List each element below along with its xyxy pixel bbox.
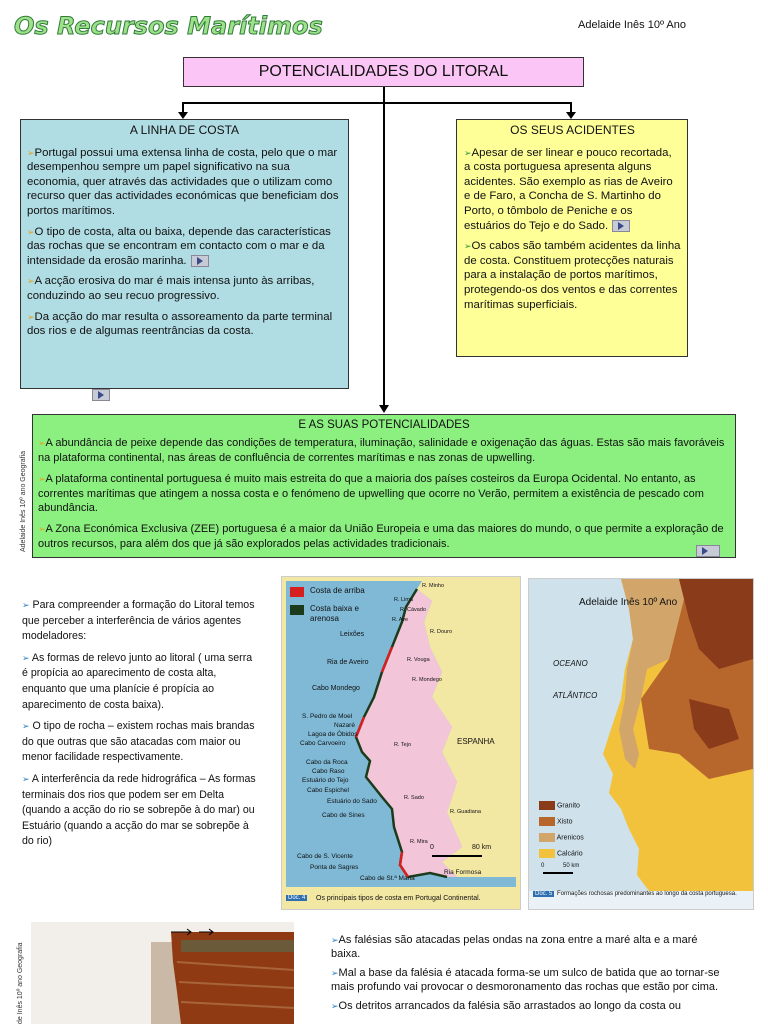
river-label: R. Vouga	[407, 657, 430, 663]
place-label: Nazaré	[334, 722, 355, 729]
place-label: Cabo de S. Vicente	[297, 853, 353, 860]
place-label: Cabo Carvoeiro	[300, 740, 346, 747]
play-icon[interactable]	[696, 545, 720, 557]
map-caption: Os principais tipos de costa em Portugal Continental.	[316, 895, 481, 902]
legend-item: Xisto	[539, 817, 573, 826]
river-label: R. Tejo	[394, 742, 412, 748]
linha-costa-p3: ➢A acção erosiva do mar é mais intensa junto às arribas, conduzindo ao seu recuo progressivo.	[27, 275, 315, 302]
place-label: Ria de Aveiro	[327, 659, 369, 666]
main-title: POTENCIALIDADES DO LITORAL	[258, 63, 509, 80]
vertical-author-label-bottom: de Inês 10º ano Geografia	[17, 942, 24, 1024]
river-label: R. Douro	[430, 629, 453, 635]
arrow-head-right	[566, 112, 576, 119]
bottom-p2: ➢Mal a base da falésia é atacada forma-se um sulco de batida que ao tornar-se mais profundo vai provocar o desmoronamento das rochas que estão por cima.	[331, 967, 720, 993]
potencialidades-p1: ➢A abundância de peixe depende das condições de temperatura, iluminação, salinidade e oxigenação das águas. Estas são mais favoráveis na plataforma continental, nas áreas de confluência de correntes marítimas e nas zonas de upwelling.	[38, 437, 725, 464]
place-label: Lagoa de Óbidos	[308, 731, 358, 738]
legend-swatch	[539, 801, 555, 810]
play-icon[interactable]	[191, 255, 209, 267]
scale-bar	[543, 872, 573, 874]
acidentes-p2: ➢Os cabos são também acidentes da linha de costa. Constituem protecções naturais para a instalação de portos marítimos, protegendo-os dos ventos e das correntes marítimas superficiais.	[464, 240, 681, 311]
doc-tag: Doc. 4	[288, 895, 306, 901]
left-p1: ➢ Para compreender a formação do Litoral temos que perceber a interferência de vários agentes modeladores:	[22, 599, 255, 643]
bullet-icon: ➢	[331, 935, 339, 945]
linha-costa-p2: ➢O tipo de costa, alta ou baixa, depende das características das rochas que se encontram em contacto com o mar e da intensidade da erosão marinha.	[27, 225, 331, 267]
scale-label-max: 50 km	[563, 863, 580, 869]
bullet-icon: ➢	[331, 968, 339, 979]
river-label: R. Lima	[394, 597, 413, 603]
atlantico-label: ATLÂNTICO	[553, 691, 598, 700]
bullet-icon: ➢	[38, 438, 46, 449]
legend-baixa-label: Costa baixa e arenosa	[310, 604, 359, 623]
bullet-icon: ➢	[27, 276, 35, 287]
potencialidades-p3: ➢A Zona Económica Exclusiva (ZEE) portuguesa é a maior da União Europeia e uma das maiores do mundo, o que permite a exploração de outros recursos, para além dos que já são explorados pelas actividades tradicionais.	[38, 523, 724, 550]
linha-costa-title: A LINHA DE COSTA	[129, 123, 240, 137]
legend-item: Granito	[539, 801, 580, 810]
map-caption: Formações rochosas predominantes ao longo da costa portuguesa.	[557, 891, 737, 897]
river-label: R. Ave	[392, 617, 409, 623]
legend-swatch	[539, 849, 555, 858]
bullet-icon: ➢	[22, 721, 30, 732]
scale-label-max: 80 km	[472, 844, 492, 851]
cliff-photo	[31, 922, 294, 1024]
bullet-icon: ➢	[27, 311, 35, 322]
legend-item: Calcário	[539, 849, 583, 858]
scale-label-zero: 0	[430, 844, 434, 851]
bullet-icon: ➢	[27, 147, 35, 158]
vertical-author-label: Adelaide Inês 10º ano Geografia	[20, 450, 27, 552]
bullet-icon: ➢	[22, 773, 30, 784]
linha-costa-p1: ➢Portugal possui uma extensa linha de costa, pelo que o mar desempenhou sempre um papel significativo na sua economia, quer através das actividades que o utilizam como recurso quer das actividades económicas que beneficiam dos portos marítimos.	[27, 146, 339, 217]
place-label: Ponta de Sagres	[310, 864, 359, 871]
potencialidades-box	[32, 414, 736, 558]
cliff-photo-graphic	[31, 922, 294, 1024]
bullet-icon: ➢	[38, 524, 46, 535]
bullet-icon: ➢	[22, 600, 30, 610]
connector-vertical	[383, 87, 385, 405]
map2-watermark: Adelaide Inês 10º Ano	[579, 597, 678, 608]
connector-horizontal	[182, 102, 572, 104]
river-label: R. Sado	[404, 795, 424, 801]
place-label: Cabo da Roca	[306, 759, 348, 766]
acidentes-title: OS SEUS ACIDENTES	[510, 123, 635, 137]
place-label: Cabo Espichel	[307, 787, 349, 794]
river-label: R. Mondego	[412, 677, 442, 683]
place-label: Estuário do Sado	[327, 798, 377, 805]
left-column-text	[22, 598, 260, 856]
rock-formations-map-graphic	[529, 579, 753, 909]
place-label: Cabo de Sines	[322, 812, 365, 819]
bullet-icon: ➢	[464, 147, 472, 158]
place-label: Cabo Raso	[312, 768, 345, 775]
place-label: S. Pedro de Moel	[302, 713, 353, 720]
scale-bar	[432, 855, 482, 857]
arrow-head-left	[178, 112, 188, 119]
place-label: Estuário do Tejo	[302, 777, 349, 784]
bullet-icon: ➢	[22, 652, 30, 663]
legend-arriba-label: Costa de arriba	[310, 586, 365, 595]
left-p4: ➢ A interferência da rede hidrográfica – As formas terminais dos rios que podem ser em Delta (quando a acção do rio se sobrepõe à do mar) ou Estuário (quando a acção do mar se sobrepõe à do rio)	[22, 772, 256, 848]
river-label: R. Mira	[410, 839, 428, 845]
linha-costa-p4: ➢Da acção do mar resulta o assoreamento da parte terminal dos rios e de algumas reentrâncias da costa.	[27, 310, 333, 338]
river-label: R. Cávado	[400, 607, 426, 613]
bottom-p1: ➢As falésias são atacadas pelas ondas na zona entre a maré alta e a maré baixa.	[331, 934, 698, 960]
arrow-head-center	[379, 405, 389, 413]
bullet-icon: ➢	[27, 226, 35, 237]
page-wordart-title: Os Recursos Marítimos	[14, 12, 323, 40]
bullet-icon: ➢	[38, 474, 46, 485]
spain-label: ESPANHA	[457, 737, 495, 746]
legend-swatch	[539, 817, 555, 826]
bottom-p3: ➢Os detritos arrancados da falésia são arrastados ao longo da costa ou	[331, 1000, 681, 1013]
river-label: R. Guadiana	[450, 809, 481, 815]
river-label: R. Minho	[422, 583, 445, 589]
bottom-text	[331, 934, 729, 1020]
potencialidades-p2: ➢A plataforma continental portuguesa é muito mais estreita do que a maioria dos países costeiros da Europa Ocidental. No entanto, as correntes marítimas que atingem a nossa costa e o fenómeno de upwelling que ocorre no Verão, permitem a existência de pescado com abundância.	[38, 473, 704, 515]
legend-swatch	[539, 833, 555, 842]
doc-tag: Doc. 5	[535, 891, 553, 897]
acidentes-box	[456, 119, 688, 357]
place-label: Ria Formosa	[444, 869, 482, 876]
linha-costa-box	[20, 119, 349, 389]
scale-label-zero: 0	[541, 863, 545, 869]
potencialidades-title: E AS SUAS POTENCIALIDADES	[298, 419, 470, 431]
left-p3: ➢ O tipo de rocha – existem rochas mais brandas do que outras que são atacadas com maior ou menor facilidade respectivamente.	[22, 720, 255, 764]
main-title-box	[183, 57, 584, 87]
left-p2: ➢ As formas de relevo junto ao litoral ( uma serra é propícia ao aparecimento de costa alta, enquanto que uma planície é propícia ao aparecimento de costa baixa).	[22, 651, 253, 711]
place-label: Leixões	[340, 631, 365, 638]
place-label: Cabo de St.ª Maria	[360, 875, 415, 882]
legend-item: Arenicos	[539, 833, 584, 842]
author-label: Adelaide Inês 10º Ano	[578, 19, 686, 31]
bullet-icon: ➢	[331, 1001, 339, 1012]
rock-formations-map	[528, 578, 754, 910]
oceano-label: OCEANO	[553, 659, 588, 668]
acidentes-p1: ➢Apesar de ser linear e pouco recortada, a costa portuguesa apresenta alguns acidentes. São exemplo as rias de Aveiro e de Faro, a Concha de S. Martinho do Porto, o tômbolo de Peniche e os estuários do Tejo e do Sado.	[464, 146, 673, 232]
bullet-icon: ➢	[464, 241, 472, 252]
play-icon[interactable]	[612, 220, 630, 232]
place-label: Cabo Mondego	[312, 685, 360, 692]
play-icon[interactable]	[92, 389, 110, 401]
coast-types-map	[281, 576, 521, 910]
